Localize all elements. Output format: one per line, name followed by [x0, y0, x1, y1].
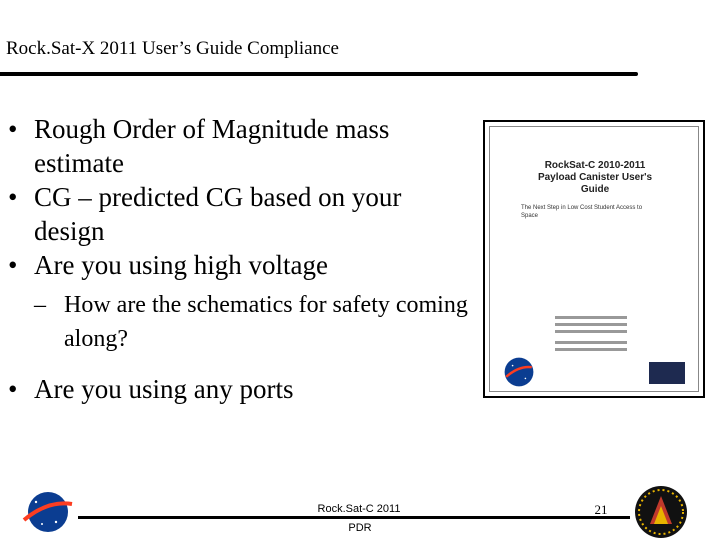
users-guide-thumbnail: [483, 120, 705, 398]
cosgc-logo-icon: [649, 362, 685, 384]
sub-bullet-dash: –: [34, 292, 46, 318]
bullet-text-ports: Are you using any ports: [34, 374, 294, 404]
thumbnail-title: RockSat-C 2010-2011 Payload Canister User's Guide: [537, 160, 653, 195]
bullet-item: [0, 248, 470, 282]
footer-pdr-label: PDR: [348, 522, 372, 534]
thumbnail-line: [555, 330, 627, 333]
sub-bullet-text-schematics: How are the schematics for safety coming along?: [64, 292, 468, 352]
bullet-item: [0, 180, 470, 248]
bullet-text-cg: CG – predicted CG based on your design: [34, 182, 402, 246]
bullet-text-mass: Rough Order of Magnitude mass estimate: [34, 114, 390, 178]
page-number: 21: [594, 502, 608, 517]
thumbnail-line: [555, 348, 627, 351]
thumbnail-line: [555, 323, 627, 326]
slide-title: Rock.Sat-X 2011 User’s Guide Compliance: [6, 38, 339, 59]
bullet-dot: •: [8, 182, 18, 212]
wff-logo-icon: [632, 484, 690, 540]
footer-program-label: Rock.Sat-C 2011: [317, 503, 401, 515]
footer-rule: [78, 516, 630, 519]
sub-bullet-item: [0, 288, 470, 356]
bullet-dot: •: [8, 114, 18, 144]
bullet-item: [0, 372, 470, 406]
bullet-item: [0, 112, 470, 180]
bullet-list: [0, 112, 470, 406]
thumbnail-line: [555, 316, 627, 319]
nasa-logo-icon: [22, 490, 74, 534]
thumbnail-subtitle: The Next Step in Low Cost Student Access to Space: [521, 205, 643, 219]
title-rule: [0, 72, 638, 76]
bullet-text-voltage: Are you using high voltage: [34, 250, 328, 280]
thumbnail-line: [555, 341, 627, 344]
nasa-logo-icon: [503, 356, 535, 388]
bullet-dot: •: [8, 250, 18, 280]
bullet-dot: •: [8, 374, 18, 404]
thumbnail-text-lines: [555, 316, 627, 355]
